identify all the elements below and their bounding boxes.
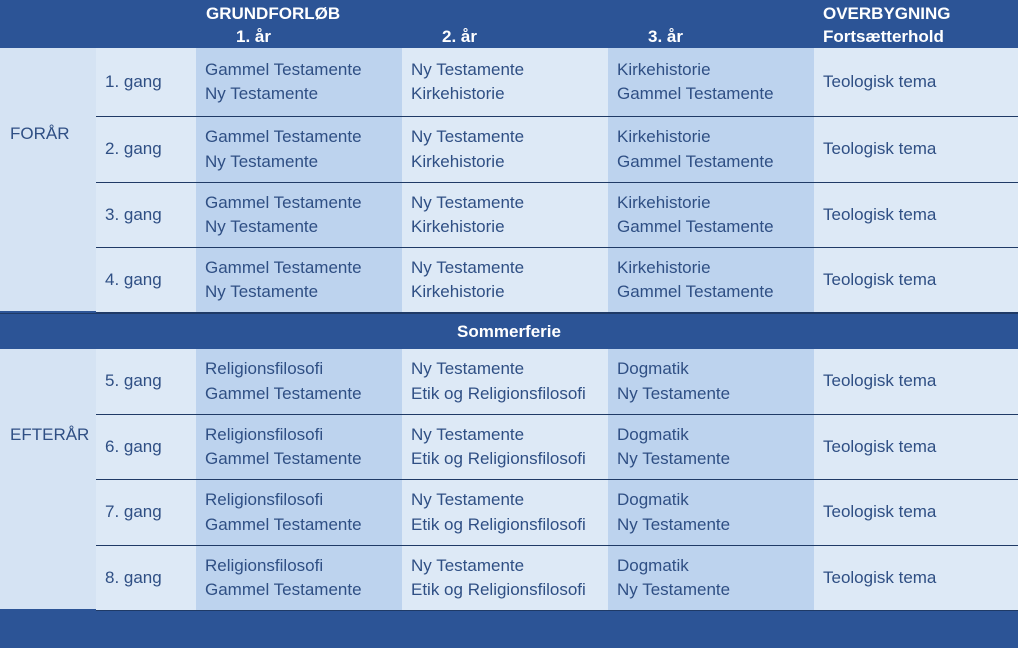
cell-text: Ny Testamente: [205, 84, 319, 103]
cell-text: Gammel Testamente: [205, 127, 362, 146]
cell-text: Gammel Testamente: [617, 151, 774, 171]
cell-text: Ny Testamente: [617, 514, 731, 534]
cell-text: Ny Testamente: [205, 151, 319, 171]
header-year1: [196, 0, 402, 48]
grundforloeb-title: GRUNDFORLØB: [206, 4, 341, 23]
cell-text: Etik og Religionsfilosofi: [411, 449, 586, 468]
cell-text: Gammel Testamente: [617, 282, 774, 301]
gang-cell: [96, 248, 196, 313]
cell-text: Ny Testamente: [205, 282, 319, 301]
cell-text: Religionsfilosofi: [205, 555, 324, 575]
header-year3: [608, 0, 814, 48]
cell-text: Dogmatik: [617, 555, 689, 575]
cell-text: Dogmatik: [617, 359, 689, 378]
cell-text: Gammel Testamente: [205, 449, 362, 468]
year1-subjects: [196, 248, 402, 313]
header-overbygning: [814, 0, 1018, 48]
year2-subjects: [402, 48, 608, 117]
overbygning-subject: [814, 349, 1018, 415]
cell-text: Teologisk tema: [823, 502, 937, 522]
year2-subjects: [402, 183, 608, 248]
header-year2: [402, 0, 608, 48]
year3-label: 3. år: [648, 27, 683, 46]
cell-text: Teologisk tema: [823, 204, 937, 224]
year2-subjects: [402, 248, 608, 313]
gang-cell: [96, 349, 196, 415]
year3-subjects: [608, 183, 814, 248]
cell-text: Etik og Religionsfilosofi: [411, 514, 586, 534]
cell-text: 3. gang: [105, 204, 162, 224]
season-spring: [0, 48, 96, 313]
cell-text: Kirkehistorie: [411, 151, 505, 171]
overbygning-title: OVERBYGNING: [823, 4, 951, 23]
year1-subjects: [196, 546, 402, 611]
overbygning-subject: [814, 480, 1018, 546]
overbygning-subject: [814, 117, 1018, 183]
overbygning-subject: [814, 546, 1018, 611]
cell-text: Dogmatik: [617, 424, 689, 444]
year1-subjects: [196, 117, 402, 183]
year2-subjects: [402, 349, 608, 415]
cell-text: Ny Testamente: [411, 192, 525, 212]
gang-cell: [96, 183, 196, 248]
cell-text: Ny Testamente: [411, 257, 525, 277]
year1-subjects: [196, 415, 402, 480]
cell-text: Religionsfilosofi: [205, 359, 324, 378]
year1-label: 1. år: [236, 27, 271, 46]
cell-text: 1. gang: [105, 71, 162, 91]
year3-subjects: [608, 349, 814, 415]
cell-text: Ny Testamente: [411, 490, 525, 509]
cell-text: Teologisk tema: [823, 139, 937, 159]
year1-subjects: [196, 183, 402, 248]
cell-text: Kirkehistorie: [617, 59, 711, 79]
year3-subjects: [608, 248, 814, 313]
overbygning-subject: [814, 415, 1018, 480]
cell-text: Kirkehistorie: [617, 257, 711, 277]
cell-text: Kirkehistorie: [411, 84, 505, 103]
overbygning-subject: [814, 183, 1018, 248]
cell-text: Religionsfilosofi: [205, 490, 324, 509]
cell-text: Gammel Testamente: [205, 580, 362, 599]
year1-subjects: [196, 480, 402, 546]
season-autumn-label: EFTERÅR: [10, 425, 90, 444]
year3-subjects: [608, 415, 814, 480]
cell-text: Ny Testamente: [411, 555, 525, 575]
cell-text: Teologisk tema: [823, 269, 937, 289]
cell-text: Teologisk tema: [823, 71, 937, 91]
cell-text: Gammel Testamente: [205, 257, 362, 277]
gang-cell: [96, 546, 196, 611]
cell-text: Gammel Testamente: [205, 383, 362, 403]
summer-break-row: [0, 313, 1018, 349]
year2-subjects: [402, 415, 608, 480]
cell-text: Gammel Testamente: [617, 217, 774, 236]
year3-subjects: [608, 546, 814, 611]
overbygning-subject: [814, 48, 1018, 117]
year1-subjects: [196, 349, 402, 415]
summer-break-label: Sommerferie: [457, 321, 561, 341]
cell-text: 4. gang: [105, 269, 162, 289]
cell-text: Kirkehistorie: [617, 127, 711, 146]
year1-subjects: [196, 48, 402, 117]
cell-text: Teologisk tema: [823, 567, 937, 587]
cell-text: Ny Testamente: [411, 359, 525, 378]
cell-text: Kirkehistorie: [617, 192, 711, 212]
table-footer: [0, 611, 1018, 646]
year3-subjects: [608, 48, 814, 117]
cell-text: Teologisk tema: [823, 371, 937, 391]
cell-text: Teologisk tema: [823, 436, 937, 456]
gang-cell: [96, 48, 196, 117]
cell-text: 2. gang: [105, 139, 162, 159]
year3-subjects: [608, 480, 814, 546]
season-spring-label: FORÅR: [10, 124, 70, 143]
header-blank: [0, 0, 196, 48]
cell-text: Ny Testamente: [617, 449, 731, 468]
cell-text: Religionsfilosofi: [205, 424, 324, 444]
cell-text: Gammel Testamente: [205, 59, 362, 79]
cell-text: 8. gang: [105, 567, 162, 587]
cell-text: Ny Testamente: [617, 383, 731, 403]
cell-text: Ny Testamente: [205, 217, 319, 236]
fortsaetterhold-label: Fortsætterhold: [823, 27, 944, 46]
year2-subjects: [402, 546, 608, 611]
cell-text: Ny Testamente: [411, 127, 525, 146]
cell-text: Gammel Testamente: [205, 192, 362, 212]
cell-text: Etik og Religionsfilosofi: [411, 580, 586, 599]
gang-cell: [96, 415, 196, 480]
cell-text: Ny Testamente: [411, 424, 525, 444]
cell-text: 7. gang: [105, 502, 162, 522]
cell-text: Ny Testamente: [411, 59, 525, 79]
cell-text: 6. gang: [105, 436, 162, 456]
overbygning-subject: [814, 248, 1018, 313]
cell-text: Kirkehistorie: [411, 217, 505, 236]
cell-text: Kirkehistorie: [411, 282, 505, 301]
cell-text: Gammel Testamente: [205, 514, 362, 534]
year2-label: 2. år: [442, 27, 477, 46]
season-autumn: [0, 349, 96, 611]
cell-text: Ny Testamente: [617, 580, 731, 599]
cell-text: Dogmatik: [617, 490, 689, 509]
year3-subjects: [608, 117, 814, 183]
cell-text: Etik og Religionsfilosofi: [411, 383, 586, 403]
cell-text: 5. gang: [105, 371, 162, 391]
year2-subjects: [402, 480, 608, 546]
gang-cell: [96, 480, 196, 546]
gang-cell: [96, 117, 196, 183]
cell-text: Gammel Testamente: [617, 84, 774, 103]
year2-subjects: [402, 117, 608, 183]
